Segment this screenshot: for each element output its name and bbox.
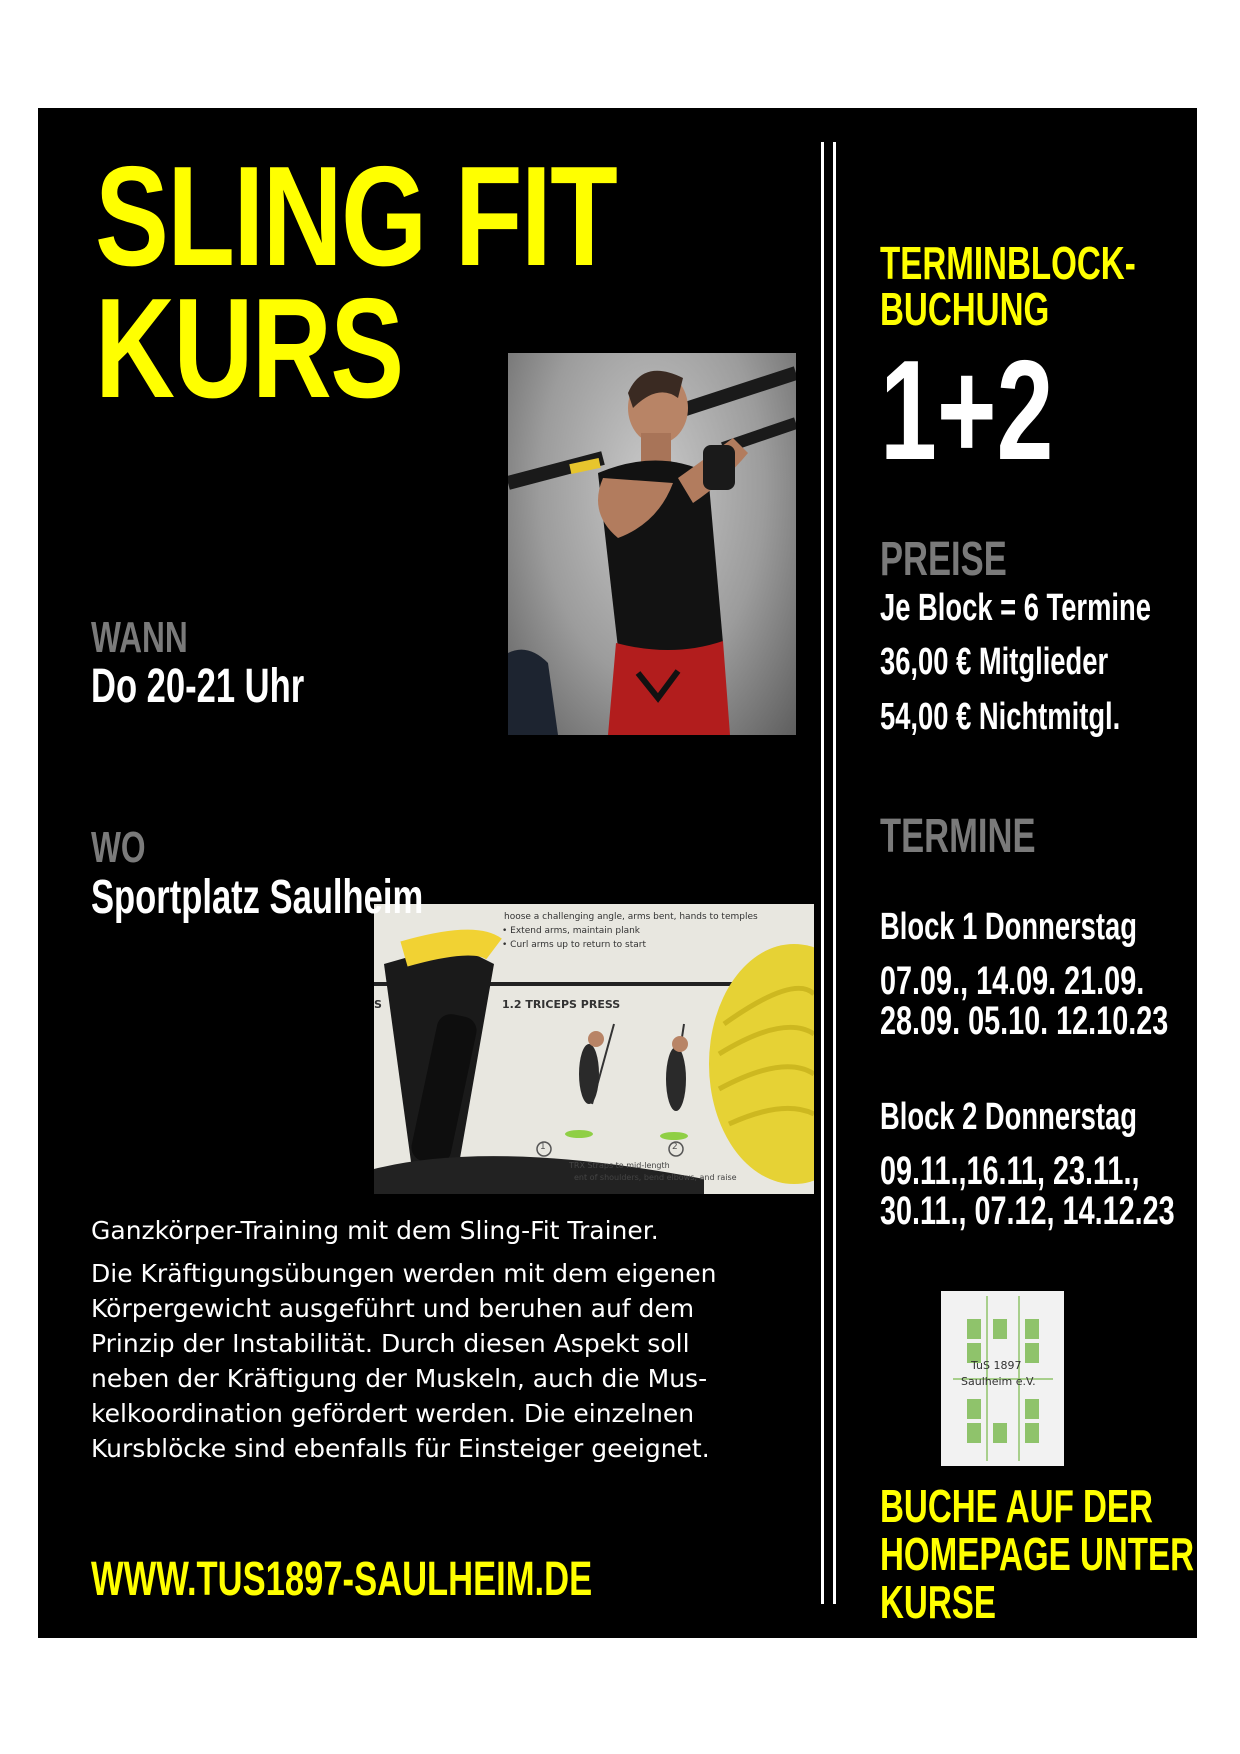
- club-logo: [941, 1291, 1064, 1466]
- description-line: Kursblöcke sind ebenfalls für Einsteiger geeignet.: [91, 1434, 710, 1463]
- sheet-footer-2: ent of shoulders, bend elbows, and raise: [574, 1173, 737, 1182]
- block2-dates-line-2: 30.11., 07.12, 14.12.23: [880, 1189, 1175, 1233]
- booking-title-line-2: BUCHUNG: [880, 283, 1050, 335]
- sheet-step-2: 2: [672, 1142, 678, 1152]
- cta-line-3: KURSE: [880, 1576, 996, 1628]
- title-line-1: SLING FIT: [95, 137, 617, 296]
- booking-title-line-1: TERMINBLOCK-: [880, 237, 1136, 289]
- website-link[interactable]: WWW.TUS1897-SAULHEIM.DE: [91, 1553, 593, 1606]
- dates-label: TERMINE: [880, 810, 1036, 863]
- block1-dates-line-1: 07.09., 14.09. 21.09.: [880, 959, 1145, 1003]
- when-label: WANN: [91, 613, 188, 662]
- cta-line-1: BUCHE AUF DER: [880, 1480, 1153, 1532]
- sheet-step-1: 1: [540, 1142, 546, 1152]
- exercise-sheet-photo: [374, 904, 814, 1194]
- description-line: neben der Kräftigung der Muskeln, auch die Mus-: [91, 1364, 708, 1393]
- column-divider: [821, 142, 836, 1604]
- block2-dates-line-1: 09.11.,16.11, 23.11.,: [880, 1149, 1140, 1193]
- athlete-photo: [508, 353, 796, 735]
- description-line: kelkoordination gefördert werden. Die einzelnen: [91, 1399, 695, 1428]
- logo-line-1: TuS 1897: [971, 1359, 1022, 1372]
- poster: [38, 108, 1197, 1638]
- prices-members: 36,00 € Mitglieder: [880, 641, 1109, 683]
- description-line: Die Kräftigungsübungen werden mit dem eigenen: [91, 1259, 717, 1288]
- block2-title: Block 2 Donnerstag: [880, 1096, 1137, 1138]
- booking-blocks: 1+2: [880, 331, 1054, 490]
- sheet-line-3: • Curl arms up to return to start: [502, 940, 647, 950]
- sheet-heading-left: S: [374, 998, 382, 1011]
- logo-line-2: Saulheim e.V.: [961, 1375, 1036, 1388]
- prices-label: PREISE: [880, 533, 1007, 586]
- block1-dates-line-2: 28.09. 05.10. 12.10.23: [880, 999, 1169, 1043]
- prices-per-block: Je Block = 6 Termine: [880, 587, 1151, 629]
- when-value: Do 20-21 Uhr: [91, 660, 305, 713]
- description: [91, 1213, 811, 1466]
- prices-non-members: 54,00 € Nichtmitgl.: [880, 696, 1121, 738]
- block1-title: Block 1 Donnerstag: [880, 906, 1137, 948]
- description-line: Körpergewicht ausgeführt und beruhen auf dem: [91, 1294, 695, 1323]
- description-intro: Ganzkörper-Training mit dem Sling-Fit Trainer.: [91, 1216, 659, 1245]
- description-line: Prinzip der Instabilität. Durch diesen Aspekt soll: [91, 1329, 690, 1358]
- sheet-heading: 1.2 TRICEPS PRESS: [502, 998, 621, 1011]
- cta-line-2: HOMEPAGE UNTER: [880, 1528, 1195, 1580]
- where-value: Sportplatz Saulheim: [91, 871, 424, 924]
- sheet-line-2: • Extend arms, maintain plank: [502, 926, 641, 936]
- title-line-2: KURS: [95, 269, 403, 428]
- sheet-footer: TRX Straps to mid-length: [569, 1161, 670, 1170]
- where-label: WO: [91, 823, 146, 872]
- sheet-line-1: hoose a challenging angle, arms bent, hands to temples: [504, 912, 758, 922]
